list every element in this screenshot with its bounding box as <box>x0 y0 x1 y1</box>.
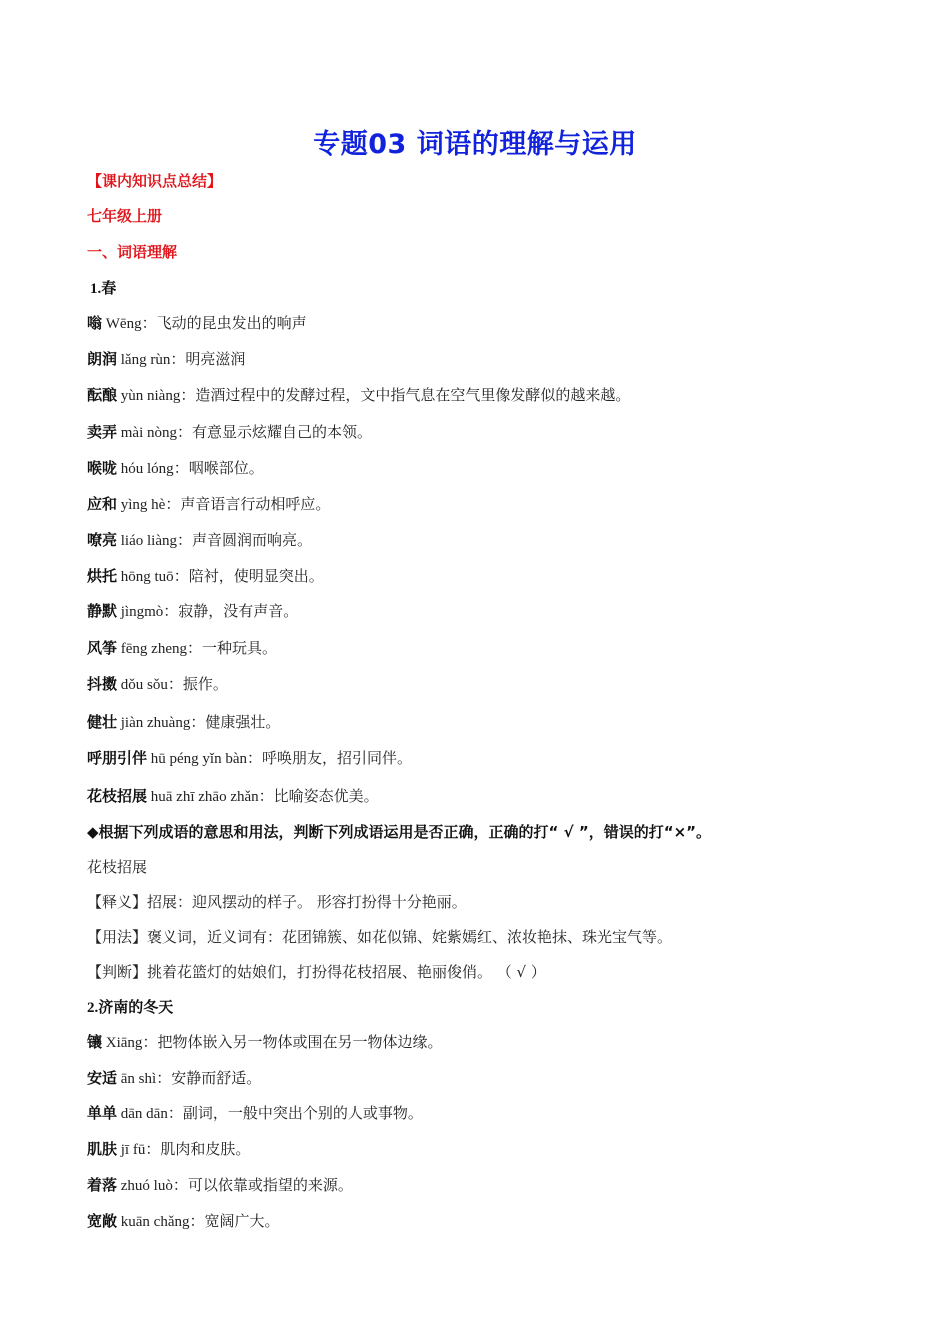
vocab-term: 肌肤 <box>87 1140 118 1158</box>
vocab-pinyin: fēng zheng <box>117 641 187 657</box>
vocab-pinyin: hóu lóng <box>117 461 174 477</box>
vocab-term: 烘托 <box>87 567 118 585</box>
vocab-definition: ：比喻姿态优美。 <box>258 787 379 805</box>
idiom-usage: 【用法】褒义词，近义词有：花团锦簇、如花似锦、姹紫嫣红、浓妆艳抹、珠光宝气等。 <box>87 928 673 946</box>
vocab-definition: ：陪衬，使明显突出。 <box>173 567 324 585</box>
vocab-pinyin: dān dān <box>117 1106 168 1122</box>
vocab-pinyin: Wēng <box>102 316 142 332</box>
vocab-pinyin: Xiāng <box>102 1035 143 1051</box>
vocab-definition: ：寂静，没有声音。 <box>163 602 299 620</box>
grade-heading: 七年级上册 <box>87 207 163 225</box>
vocab-definition: ：造酒过程中的发酵过程，文中指气息在空气里像发酵似的越来越。 <box>180 386 631 404</box>
vocab-term: 抖擞 <box>87 675 118 693</box>
vocab-term: 宽敞 <box>87 1212 118 1230</box>
vocab-entry <box>87 1138 250 1159</box>
vocab-pinyin: hōng tuō <box>117 569 174 585</box>
vocab-pinyin: kuān chǎng <box>117 1214 190 1230</box>
lesson1-heading: 1.春 <box>90 281 117 297</box>
vocab-entry <box>87 711 280 732</box>
exercise-note: ◆根据下列成语的意思和用法，判断下列成语运用是否正确，正确的打“ √ ”，错误的打“×”。 <box>87 823 711 841</box>
vocab-pinyin: liáo liàng <box>117 533 178 549</box>
idiom-label: 花枝招展 <box>87 858 148 876</box>
vocab-term: 着落 <box>87 1176 118 1194</box>
vocab-term: 朗润 <box>87 350 118 368</box>
vocab-definition: ：飞动的昆虫发出的响声 <box>141 314 307 332</box>
vocab-entry <box>87 1067 261 1088</box>
vocab-pinyin: jìngmò <box>117 604 164 620</box>
vocab-entry <box>87 384 630 405</box>
vocab-entry <box>87 312 307 333</box>
vocab-entry <box>87 637 277 658</box>
vocab-definition: ：宽阔广大。 <box>189 1212 280 1230</box>
vocab-entry <box>87 529 312 550</box>
vocab-term: 单单 <box>87 1104 118 1122</box>
vocab-term: 镶 <box>87 1033 103 1051</box>
vocab-term: 应和 <box>87 495 118 513</box>
vocab-definition: ：咽喉部位。 <box>173 459 264 477</box>
vocab-definition: ：有意显示炫耀自己的本领。 <box>177 423 373 441</box>
vocab-term: 安适 <box>87 1069 118 1087</box>
vocab-pinyin: zhuó luò <box>117 1178 173 1194</box>
vocab-definition: ：声音语言行动相呼应。 <box>165 495 331 513</box>
vocab-pinyin: jiàn zhuàng <box>117 715 191 731</box>
vocab-entry <box>87 1174 353 1195</box>
vocab-definition: ：肌肉和皮肤。 <box>145 1140 251 1158</box>
vocab-definition: ：可以依靠或指望的来源。 <box>172 1176 353 1194</box>
part-heading: 一、词语理解 <box>87 243 178 261</box>
vocab-term: 健壮 <box>87 713 118 731</box>
vocab-pinyin: yùn niàng <box>117 388 181 404</box>
vocab-pinyin: lǎng rùn <box>117 352 171 368</box>
vocab-term: 卖弄 <box>87 423 118 441</box>
vocab-entry <box>87 1031 442 1052</box>
vocab-entry <box>87 673 228 694</box>
vocab-entry <box>87 747 412 768</box>
vocab-definition: ：明亮滋润 <box>170 350 246 368</box>
vocab-term: 花枝招展 <box>87 787 148 805</box>
vocab-definition: ：振作。 <box>167 675 228 693</box>
vocab-definition: ：一种玩具。 <box>186 639 277 657</box>
vocab-pinyin: jī fū <box>117 1142 146 1158</box>
vocab-pinyin: hū péng yǐn bàn <box>147 751 247 767</box>
vocab-entry <box>87 1102 423 1123</box>
vocab-entry <box>87 565 324 586</box>
vocab-pinyin: dǒu sǒu <box>117 677 168 693</box>
idiom-explain: 【释义】招展：迎风摆动的样子。 形容打扮得十分艳丽。 <box>87 893 467 911</box>
vocab-term: 嗡 <box>87 314 103 332</box>
vocab-entry <box>87 348 245 369</box>
vocab-definition: ：声音圆润而响亮。 <box>177 531 313 549</box>
vocab-term: 酝酿 <box>87 386 118 404</box>
vocab-term: 静默 <box>87 602 118 620</box>
section-label: 【课内知识点总结】 <box>87 172 223 190</box>
vocab-pinyin: ān shì <box>117 1071 157 1087</box>
vocab-entry <box>87 493 330 514</box>
vocab-entry <box>87 785 379 806</box>
vocab-entry <box>87 421 372 442</box>
vocab-definition: ：健康强壮。 <box>190 713 281 731</box>
vocab-term: 喉咙 <box>87 459 118 477</box>
lesson2-heading: 2.济南的冬天 <box>87 1000 174 1016</box>
idiom-judge: 【判断】挑着花篮灯的姑娘们，打扮得花枝招展、艳丽俊俏。 （ √ ） <box>87 963 546 981</box>
vocab-definition: ：把物体嵌入另一物体或围在另一物体边缘。 <box>142 1033 443 1051</box>
vocab-definition: ：呼唤朋友，招引同伴。 <box>247 749 413 767</box>
vocab-entry <box>87 1210 280 1231</box>
vocab-entry <box>87 457 264 478</box>
vocab-term: 呼朋引伴 <box>87 749 148 767</box>
vocab-entry <box>87 600 298 621</box>
vocab-pinyin: mài nòng <box>117 425 178 441</box>
vocab-definition: ：副词，一般中突出个别的人或事物。 <box>167 1104 423 1122</box>
vocab-definition: ：安静而舒适。 <box>156 1069 262 1087</box>
page-title: 专题03 词语的理解与运用 <box>313 129 637 160</box>
vocab-term: 风筝 <box>87 639 118 657</box>
vocab-pinyin: yìng hè <box>117 497 166 513</box>
vocab-pinyin: huā zhī zhāo zhǎn <box>147 789 259 805</box>
vocab-term: 嘹亮 <box>87 531 118 549</box>
